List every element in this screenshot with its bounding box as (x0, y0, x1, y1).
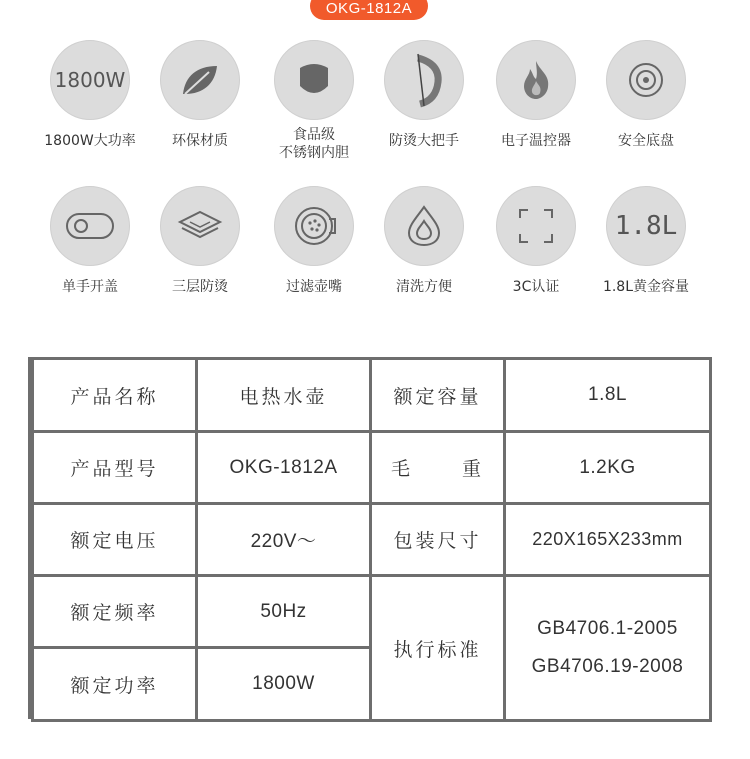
spec-label: 毛 重 (371, 432, 505, 504)
standard-value-2: GB4706.19-2008 (531, 656, 684, 677)
table-row (33, 576, 711, 648)
spec-label: 产品名称 (33, 359, 197, 432)
feature-label: 三层防烫 (172, 279, 228, 295)
certification-frame-icon (496, 186, 576, 266)
feature-heat-proof-handle (369, 40, 479, 150)
feature-label: 单手开盖 (62, 279, 118, 295)
feature-safe-base (591, 40, 701, 150)
table-row (33, 432, 711, 504)
spec-value (505, 576, 711, 721)
feature-one-hand-lid (35, 186, 145, 296)
standard-value-1: GB4706.1-2005 (537, 618, 678, 639)
spec-value: 电热水壶 (197, 359, 371, 432)
spec-label: 产品型号 (33, 432, 197, 504)
spec-label: 额定频率 (33, 576, 197, 648)
spec-label: 执行标准 (371, 576, 505, 721)
feature-three-layer (145, 186, 255, 296)
feature-eco-material (145, 40, 255, 150)
spec-label: 额定容量 (371, 359, 505, 432)
spec-label: 额定电压 (33, 504, 197, 576)
feature-label: 环保材质 (172, 133, 228, 149)
feature-label: 过滤壶嘴 (286, 279, 342, 295)
feature-label: 食品级 不锈钢内胆 (279, 127, 349, 161)
feature-capacity (591, 186, 701, 296)
feature-3c-certification (481, 186, 591, 296)
base-plate-icon (606, 40, 686, 120)
table-row (33, 359, 711, 432)
spec-table (31, 357, 712, 722)
spec-value: 1.2KG (505, 432, 711, 504)
spec-value: OKG-1812A (197, 432, 371, 504)
spec-value: 220V～ (197, 504, 371, 576)
feature-label: 电子温控器 (501, 133, 571, 149)
spec-value: 1800W (197, 648, 371, 721)
feature-label: 1800W大功率 (44, 133, 136, 149)
feature-easy-clean (369, 186, 479, 296)
feature-label: 安全底盘 (618, 133, 674, 149)
capacity-icon: 1.8L (606, 186, 686, 266)
layers-icon (160, 186, 240, 266)
table-row (33, 504, 711, 576)
feature-filter-spout (259, 186, 369, 296)
feature-power (35, 40, 145, 150)
toggle-switch-icon (50, 186, 130, 266)
feature-label: 清洗方便 (396, 279, 452, 295)
feature-label: 防烫大把手 (389, 133, 459, 149)
feature-label: 1.8L黄金容量 (602, 279, 690, 295)
model-badge: OKG-1812A (310, 0, 428, 20)
leaf-icon (160, 40, 240, 120)
power-1800w-icon: 1800W (50, 40, 130, 120)
spec-value: 1.8L (505, 359, 711, 432)
filter-spout-icon (274, 186, 354, 266)
flame-icon (496, 40, 576, 120)
spec-label: 包装尺寸 (371, 504, 505, 576)
feature-thermostat (481, 40, 591, 150)
shield-icon (274, 40, 354, 120)
handle-icon (384, 40, 464, 120)
feature-food-grade (259, 40, 369, 162)
spec-value: 220X165X233mm (505, 504, 711, 576)
water-drop-icon (384, 186, 464, 266)
spec-value: 50Hz (197, 576, 371, 648)
feature-label: 3C认证 (512, 279, 560, 295)
spec-label: 额定功率 (33, 648, 197, 721)
